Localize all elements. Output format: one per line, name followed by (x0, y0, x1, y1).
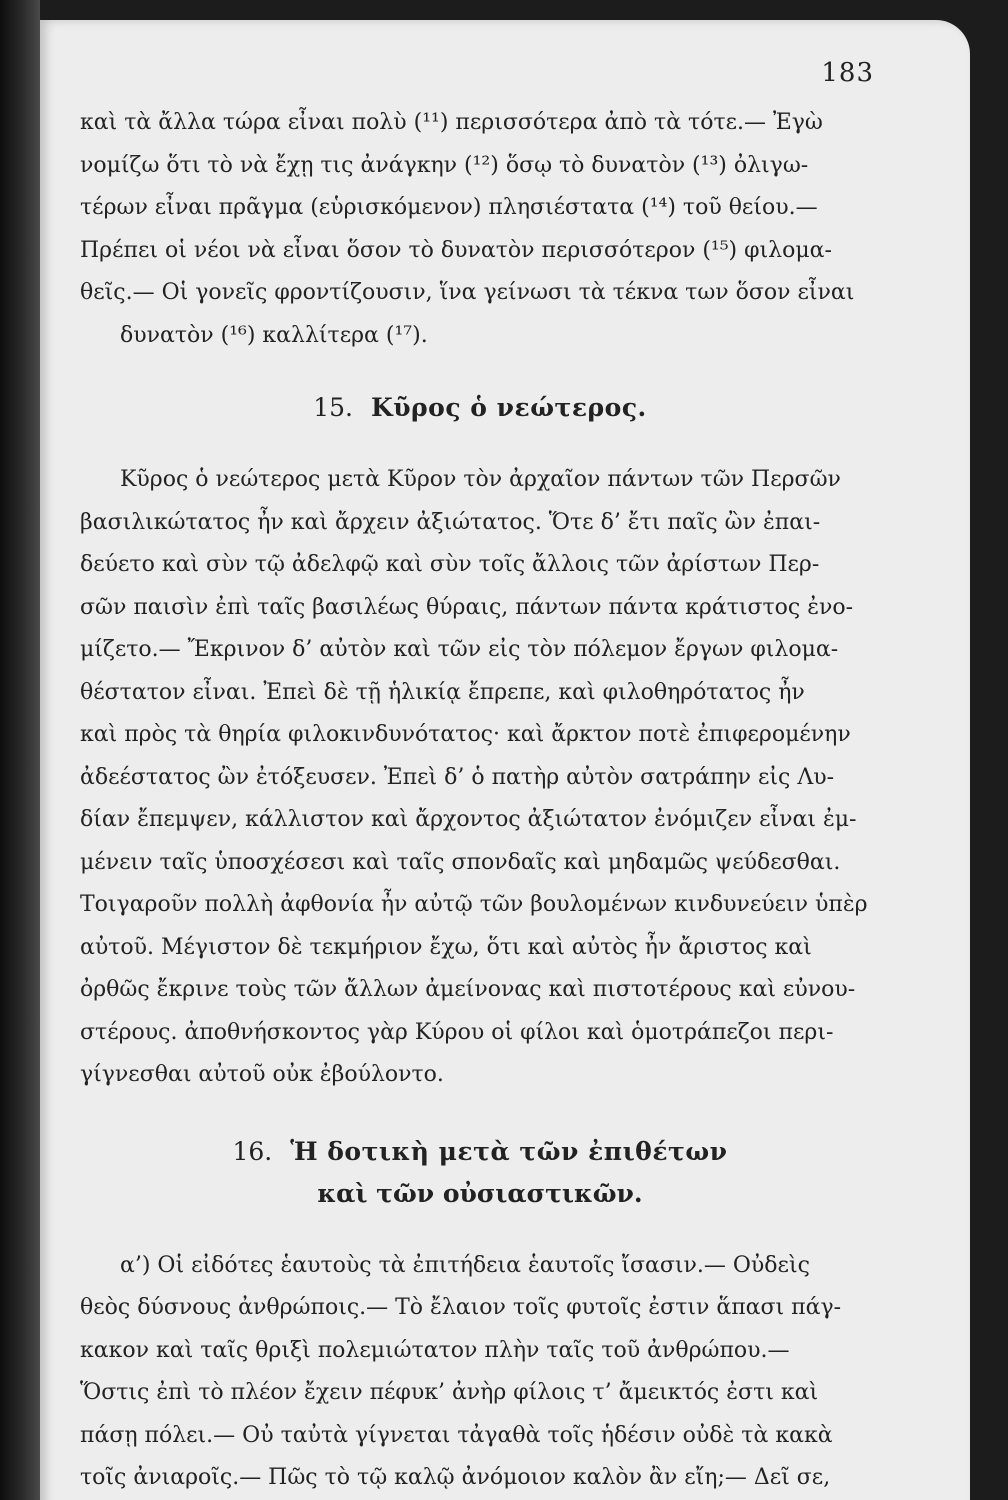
text-line: δυνατὸν (¹⁶) καλλίτερα (¹⁷). (120, 322, 428, 348)
text-line: μίζετο.— Ἔκρινον δ’ αὐτὸν καὶ τῶν εἰς τὸν πόλεμον ἔργων φιλομα- (80, 637, 839, 662)
text-line: καὶ πρὸς τὰ θηρία φιλοκινδυνότατος· καὶ ἄρκτον ποτὲ ἐπιφερομένην (80, 722, 851, 747)
text-line: ἀδεέστατος ὢν ἐτόξευσεν. Ἐπεὶ δ’ ὁ πατὴρ αὐτὸν σατράπην εἰς Λυ- (80, 764, 835, 790)
intro-paragraph (80, 102, 880, 357)
section-title: Ἡ δοτικὴ μετὰ τῶν ἐπιθέτων (290, 1136, 728, 1166)
text-line: νομίζω ὅτι τὸ νὰ ἔχῃ τις ἀνάγκην (¹²) ὅσῳ τὸ δυνατὸν (¹³) ὀλιγω- (80, 152, 809, 178)
text-line: δεύετο καὶ σὺν τῷ ἀδελφῷ καὶ σὺν τοῖς ἄλλοις τῶν ἀρίστων Περ- (80, 552, 820, 577)
text-line: θέστατον εἶναι. Ἐπεὶ δὲ τῇ ἡλικίᾳ ἔπρεπε, καὶ φιλοθηρότατος ἦν (80, 679, 805, 705)
text-line: α’) Οἱ εἰδότες ἑαυτοὺς τὰ ἐπιτήδεια ἑαυτοῖς ἴσασιν.— Οὐδεὶς (120, 1252, 810, 1278)
section-16-heading (80, 1131, 880, 1215)
text-line: αὐτοῦ. Μέγιστον δὲ τεκμήριον ἔχω, ὅτι καὶ αὐτὸς ἦν ἄριστος καὶ (80, 934, 812, 960)
text-line: στέρους. ἀποθνήσκοντος γὰρ Κύρου οἱ φίλοι καὶ ὁμοτράπεζοι περι- (80, 1019, 834, 1045)
text-line: Ὅστις ἐπὶ τὸ πλέον ἔχειν πέφυκ’ ἀνὴρ φίλοις τ’ ἄμεικτός ἐστι καὶ (80, 1380, 819, 1405)
text-line: θεὸς δύσνους ἀνθρώποις.— Τὸ ἔλαιον τοῖς φυτοῖς ἐστιν ἅπασι πάγ- (80, 1295, 842, 1320)
section-15-heading (80, 387, 880, 429)
text-line: πάσῃ πόλει.— Οὐ ταὐτὰ γίγνεται τἀγαθὰ τοῖς ἡδέσιν οὐδὲ τὰ κακὰ (80, 1422, 833, 1448)
text-line: δίαν ἔπεμψεν, κάλλιστον καὶ ἄρχοντος ἀξιώτατον ἐνόμιζεν εἶναι ἐμ- (80, 807, 857, 832)
text-line: καὶ τὰ ἄλλα τώρα εἶναι πολὺ (¹¹) περισσότερα ἀπὸ τὰ τότε.— Ἐγὼ (80, 110, 823, 135)
text-line: Πρέπει οἱ νέοι νὰ εἶναι ὅσον τὸ δυνατὸν περισσότερον (¹⁵) φιλομα- (80, 237, 832, 263)
section-number: 15. (313, 393, 354, 422)
section-title: Κῦρος ὁ νεώτερος. (370, 393, 647, 422)
text-line: τοῖς ἀνιαροῖς.— Πῶς τὸ τῷ καλῷ ἀνόμοιον καλὸν ἂν εἴη;— Δεῖ σε, (80, 1465, 831, 1490)
text-line: γίγνεσθαι αὐτοῦ οὐκ ἐβούλοντο. (80, 1062, 444, 1087)
book-binding-gutter (0, 0, 40, 1500)
text-line: κακον καὶ ταῖς θριξὶ πολεμιώτατον πλὴν ταῖς τοῦ ἀνθρώπου.— (80, 1337, 790, 1363)
text-line: Τοιγαροῦν πολλὴ ἀφθονία ἦν αὐτῷ τῶν βουλομένων κινδυνεύειν ὑπὲρ (80, 892, 868, 917)
text-line: μένειν ταῖς ὑποσχέσεσι καὶ ταῖς σπονδαῖς καὶ μηδαμῶς ψεύδεσθαι. (80, 849, 841, 875)
text-line: τέρων εἶναι πρᾶγμα (εὑρισκόμενον) πλησιέστατα (¹⁴) τοῦ θείου.— (80, 195, 818, 220)
section-number: 16. (232, 1136, 273, 1166)
section-15-paragraph (80, 459, 880, 1097)
text-line: ὀρθῶς ἔκρινε τοὺς τῶν ἄλλων ἀμείνονας καὶ πιστοτέρους καὶ εὐνου- (80, 977, 856, 1002)
text-line: Κῦρος ὁ νεώτερος μετὰ Κῦρον τὸν ἀρχαῖον πάντων τῶν Περσῶν (120, 467, 841, 492)
section-16-paragraph (80, 1245, 880, 1500)
book-page (40, 20, 970, 1500)
section-title-continuation: καὶ τῶν οὐσιαστικῶν. (317, 1178, 643, 1208)
text-line: βασιλικώτατος ἦν καὶ ἄρχειν ἀξιώτατος. Ὅτε δ’ ἔτι παῖς ὢν ἐπαι- (80, 509, 821, 535)
text-line: θεῖς.— Οἱ γονεῖς φροντίζουσιν, ἵνα γείνωσι τὰ τέκνα των ὅσον εἶναι (80, 280, 855, 305)
page-number: 183 (821, 58, 874, 88)
text-line: σῶν παισὶν ἐπὶ ταῖς βασιλέως θύραις, πάντων πάντα κράτιστος ἐνο- (80, 594, 854, 620)
page-content (80, 58, 880, 1500)
